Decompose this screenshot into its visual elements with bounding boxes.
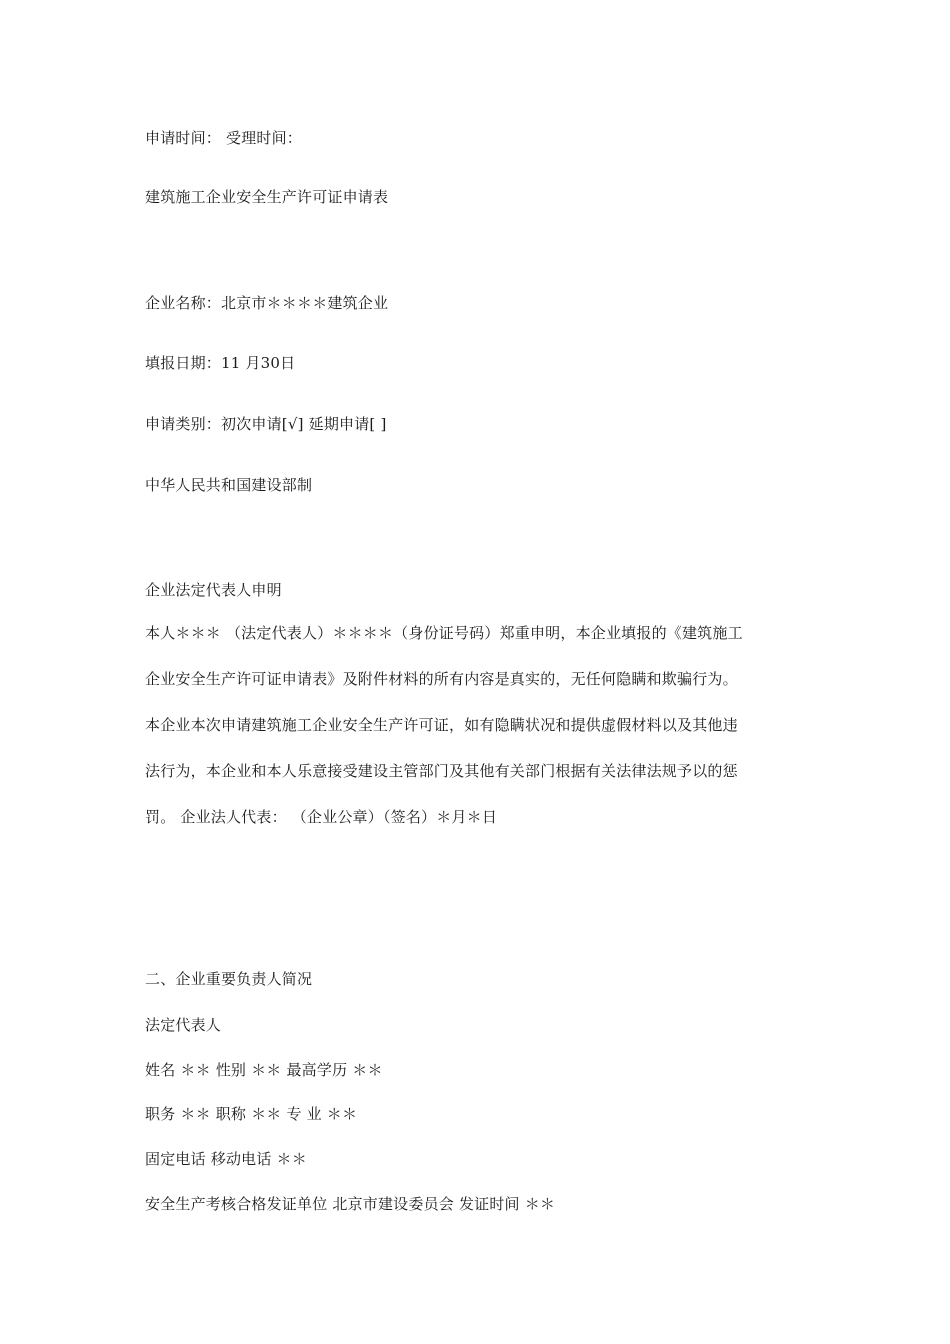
apply-type-line: 申请类别：初次申请[√] 延期申请[ ] <box>145 415 387 433</box>
declaration-line: 罚。 企业法人代表： （企业公章）（签名）＊月＊日 <box>145 808 498 826</box>
form-title: 建筑施工企业安全生产许可证申请表 <box>145 188 389 206</box>
declaration-line: 本企业本次申请建筑施工企业安全生产许可证，如有隐瞒状况和提供虚假材料以及其他违 <box>145 716 738 734</box>
declaration-line: 本人＊＊＊ （法定代表人）＊＊＊＊（身份证号码）郑重申明，本企业填报的《建筑施工 <box>145 624 743 642</box>
declaration-line: 企业安全生产许可证申请表》及附件材料的所有内容是真实的，无任何隐瞒和欺骗行为。 <box>145 670 738 688</box>
legal-rep-row-phone: 固定电话 移动电话 ＊＊ <box>145 1150 307 1168</box>
declaration-heading: 企业法定代表人申明 <box>145 581 282 599</box>
apply-time-line: 申请时间： 受理时间： <box>145 129 302 147</box>
legal-rep-subheading: 法定代表人 <box>145 1016 222 1034</box>
issuer-line: 中华人民共和国建设部制 <box>145 476 313 494</box>
legal-rep-row-name: 姓名 ＊＊ 性别 ＊＊ 最高学历 ＊＊ <box>145 1061 383 1079</box>
legal-rep-row-title: 职务 ＊＊ 职称 ＊＊ 专 业 ＊＊ <box>145 1105 358 1123</box>
fill-date-line: 填报日期：11 月30日 <box>145 354 296 372</box>
declaration-line: 法行为，本企业和本人乐意接受建设主管部门及其他有关部门根据有关法律法规予以的惩 <box>145 762 738 780</box>
company-name-line: 企业名称：北京市＊＊＊＊建筑企业 <box>145 294 389 312</box>
section2-heading: 二、企业重要负责人简况 <box>145 970 313 988</box>
legal-rep-row-cert: 安全生产考核合格发证单位 北京市建设委员会 发证时间 ＊＊ <box>145 1195 556 1213</box>
declaration-paragraph <box>145 610 810 840</box>
